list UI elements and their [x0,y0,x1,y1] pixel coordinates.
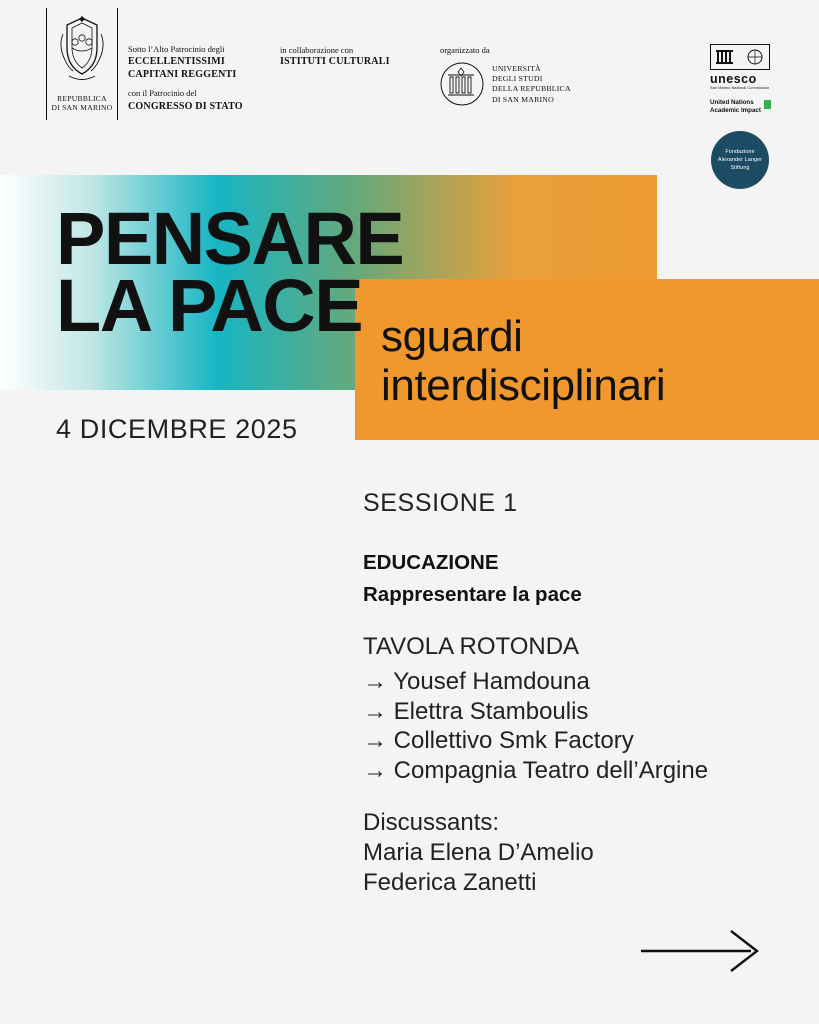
list-item: → Elettra Stamboulis [363,697,589,725]
page-subtitle [381,312,665,411]
collaboration-block [280,45,430,67]
header-logo-bar [0,0,819,175]
topic-subtitle: Rappresentare la pace [363,582,582,606]
list-item: → Collettivo Smk Factory [363,727,634,755]
title-line-1: PENSARE [56,197,404,280]
unesco-block [710,44,772,115]
langer-line1: Fondazione [725,148,755,155]
subtitle-line-1: sguardi [381,312,523,361]
unesco-temple-icon [710,44,770,70]
list-item: Federica Zanetti [363,868,537,896]
roundtable-block [363,633,708,787]
langer-line3: Stiftung [730,165,750,172]
roundtable-label: TAVOLA ROTONDA [363,633,580,660]
langer-line2: Alexander Langer [717,156,763,163]
title-line-2: LA PACE [56,264,363,348]
unai-line1: United Nations [710,99,754,106]
organizer-label: organizzato da [440,45,490,55]
patronage-line1: Sotto l’Alto Patrocinio degli [128,44,225,54]
san-marino-crest-icon [53,14,111,90]
list-item: Maria Elena D’Amelio [363,838,594,866]
organizer-block [440,45,630,106]
patronage-line4: CONGRESSO DI STATO [128,100,243,112]
collaboration-name: ISTITUTI CULTURALI [280,56,390,68]
event-date: 4 DICEMBRE 2025 [56,414,298,444]
unesco-wordmark: unesco [710,72,757,86]
discussants-block [363,809,594,898]
discussants-label: Discussants: [363,809,500,836]
unesco-commission-label: San Marino National Commission [710,86,770,90]
patronage-line2b: CAPITANI REGGENTI [128,69,237,81]
collaboration-label: in collaborazione con [280,45,354,55]
list-item: → Compagnia Teatro dell’Argine [363,757,709,785]
patronage-block [128,44,268,113]
unai-green-square-icon [764,100,771,109]
unai-line2: Academic Impact [710,106,761,114]
topic-block [363,547,582,611]
san-marino-crest-block [46,8,118,120]
organizer-name: UNIVERSITÀ DEGLI STUDI DELLA REPUBBLICA DI SAN MARINO [492,64,571,104]
topic-title: EDUCAZIONE [363,551,499,574]
unai-block [710,99,772,115]
list-item: → Yousef Hamdouna [363,667,590,695]
university-san-marino-logo [440,62,484,106]
session-label: SESSIONE 1 [363,489,518,517]
patronage-line3: con il Patrocinio del [128,88,197,99]
patronage-line2a: ECCELLENTISSIMI [128,56,225,68]
fondazione-langer-logo [711,131,769,189]
subtitle-line-2: interdisciplinari [381,361,666,411]
crest-caption: REPUBBLICA DI SAN MARINO [51,94,113,113]
page-title [56,197,404,348]
participant-list [363,668,708,786]
arrow-right-icon[interactable] [639,927,763,975]
